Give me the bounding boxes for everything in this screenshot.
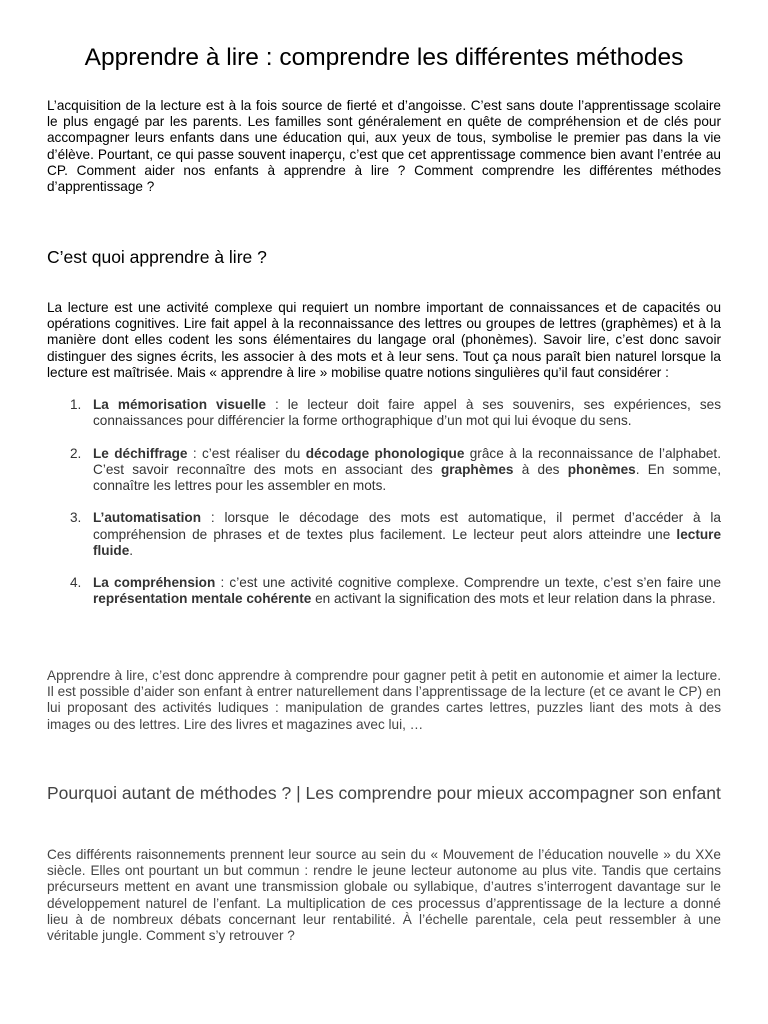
list-item-term: graphèmes xyxy=(440,461,514,477)
list-item-text: grâce à la reconnaissance de l’alphabet. C’est savoir reconnaître des mots en associant des xyxy=(93,445,721,477)
list-item xyxy=(47,510,721,559)
intro-paragraph: L’acquisition de la lecture est à la fois source de fierté et d’angoisse. C’est sans doute l’apprentissage scolaire le plus engagé par les parents. Les familles sont généralement en quête de compréhension et de clés pour accompagner leurs enfants dans une éducation qui, aux yeux de tous, symbolise le premier pas dans la vie d’élève. Pourtant, ce qui passe souvent inaperçu, c’est que cet apprentissage commence bien avant l’entrée au CP. Comment aider nos enfants à apprendre à lire ? Comment comprendre les différentes méthodes d’apprentissage ? xyxy=(47,98,721,195)
list-item-text: : lorsque le décodage des mots est automatique, il permet d’accéder à la compréhension de phrases et de textes plus facilement. Le lecteur peut alors atteindre une xyxy=(93,510,721,542)
list-item-text: : le lecteur doit faire appel à ses souvenirs, ses expériences, ses connaissances pour différencier la forme orthographique d’un mot qui lui évoque du sens. xyxy=(93,397,721,429)
list-item-text: : c’est réaliser du xyxy=(187,445,306,461)
section2-heading: Pourquoi autant de méthodes ? | Les comprendre pour mieux accompagner son enfant xyxy=(47,783,721,803)
list-item-text: en activant la signification des mots et leur relation dans la phrase. xyxy=(311,591,716,607)
section2-paragraph: Ces différents raisonnements prennent leur source au sein du « Mouvement de l’éducation nouvelle » du XXe siècle. Elles ont pourtant un but commun : rendre le jeune lecteur autonome au plus vite. Tandis que certains précurseurs mettent en avant une transmission globale ou syllabique, d’autres s’interrogent davantage sur le développement naturel de l’enfant. La multiplication de ces processus d’apprentissage de la lecture a donné lieu à de nombreux débats concernant leur rentabilité. À l’échelle parentale, cela peut ressembler à une véritable jungle. Comment s’y retrouver ? xyxy=(47,847,721,944)
section1-heading: C’est quoi apprendre à lire ? xyxy=(47,247,267,267)
section1-conclusion: Apprendre à lire, c’est donc apprendre à comprendre pour gagner petit à petit en autonomie et aimer la lecture. Il est possible d’aider son enfant à entrer naturellement dans l’apprentissage de la lecture (et ce avant le CP) en lui proposant des activités ludiques : manipulation de grandes cartes lettres, puzzles liant des mots à des images ou des lettres. Lire des livres et magazines avec lui, … xyxy=(47,668,721,732)
list-item-text: : c’est une activité cognitive complexe. Comprendre un texte, c’est s’en faire une xyxy=(215,575,722,591)
list-item xyxy=(47,397,721,429)
list-item-term: La compréhension xyxy=(93,575,216,591)
notions-list xyxy=(47,397,721,624)
list-item-term: L’automatisation xyxy=(93,510,202,526)
list-item-text: à des xyxy=(513,461,568,477)
list-item-text: . xyxy=(129,542,134,558)
section1-paragraph: La lecture est une activité complexe qui requiert un nombre important de connaissances et de capacités ou opérations cognitives. Lire fait appel à la reconnaissance des lettres ou groupes de lettres (graphèmes) et à la manière dont elles codent les sons élémentaires du langage oral (phonèmes). Savoir lire, c’est donc savoir distinguer des signes écrits, les associer à des mots et à leur sens. Tout ça nous paraît bien naturel lorsque la lecture est maîtrisée. Mais « apprendre à lire » mobilise quatre notions singulières qu’il faut considérer : xyxy=(47,300,721,380)
list-item-number: 2. xyxy=(70,445,82,461)
list-item xyxy=(47,446,721,495)
list-item-text: . En somme, connaître les lettres pour les assembler en mots. xyxy=(93,461,721,493)
list-item-term: La mémorisation visuelle xyxy=(93,397,266,412)
list-item-term: Le déchiffrage xyxy=(93,445,188,461)
list-item-term: représentation mentale cohérente xyxy=(93,591,312,607)
list-item-number: 4. xyxy=(70,575,82,591)
list-item-term: décodage phonologique xyxy=(305,445,465,461)
list-item-term: phonèmes xyxy=(567,461,636,477)
page-title: Apprendre à lire : comprendre les différentes méthodes xyxy=(84,44,684,71)
list-item-number: 1. xyxy=(70,397,82,412)
list-item xyxy=(47,575,721,607)
list-item-term: lecture fluide xyxy=(93,526,721,558)
list-item-number: 3. xyxy=(70,510,82,526)
